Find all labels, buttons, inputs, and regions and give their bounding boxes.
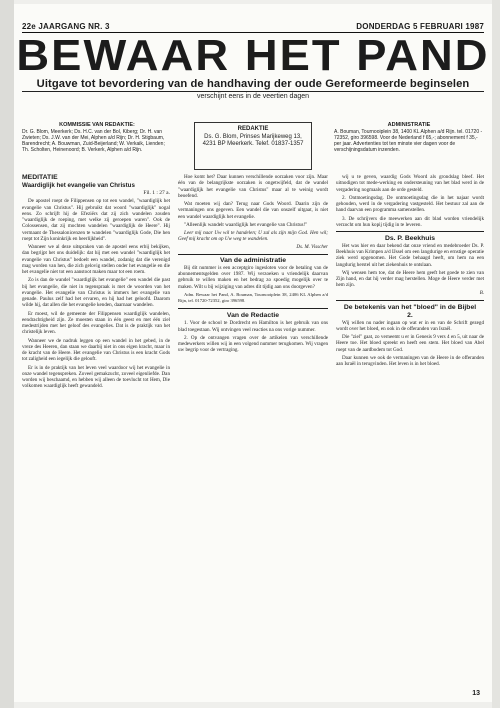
redactie-heading: KOMMISSIE VAN REDAKTIE:: [59, 122, 135, 128]
bloed-part-number: 2.: [407, 311, 413, 319]
newspaper-page: [14, 4, 492, 702]
paragraph: 3. De schrijvers die meewerken aan dit blad worden vriendelijk verzocht om hun kopij tijdig in te leveren.: [336, 215, 484, 228]
administratie-body: A. Bouman, Tournooiplein 38, 1400 KL Alphen a/d Rijn. tel. 01720 - 72352, giro 396598. Voor de Nederland f 65,-; abonnement f 35,- per jaar. Advertenties tot ten minste vier dagen voor de verschijningsdatum inzenden.: [334, 129, 483, 153]
paragraph: Er is in de praktijk van het leven veel waardoor wij het evangelie in onze wandel tegenspreken. Zoveel gemakzucht, zoveel eigenliefde. Dan worden wij beschaamd, en hebben wij alleen de toevlucht tot Hem, Die volkomen waardiglijk heeft gewandeld.: [22, 364, 170, 390]
administratie-heading: ADMINISTRATIE: [387, 122, 431, 128]
paragraph: Zo is dan de wandel "waardiglijk het evangelie" een wandel die past bij het evangelie, die niet in tegenspraak is met de woorden van het evangelie. Het evangelie van Christus is immers het evangelie van genade. Paulus zelf had het ervaren, en hij had het geloofd. Daarom wilde hij, dat allen die het evangelie kenden, daarnaar wandelen.: [22, 277, 170, 309]
column-2: [178, 174, 328, 694]
admin-notice-address: Adm. Bewaar het Pand, A. Bouman, Tournooiplein 38, 2406 KL Alphen a/d Rijn, tel. 01720-72352, giro 396598.: [178, 291, 328, 303]
meditatie-title: Waardiglijk het evangelie van Christus: [22, 182, 135, 189]
paragraph: Er moest, wil de gemeente der Filippensen waardiglijk wandelen, eendrachtigheid zijn. Ze moesten staan in één geest en met één ziel medestrijden met het geloof des evangelies. Dat is de praktijk van het christelijk leven.: [22, 310, 170, 336]
editor-name: Ds. G. Blom, Prinses Marijkeweg 13,: [204, 133, 302, 140]
paragraph: Die "ziel" gaat, zo verneemt u er in Genesis 9 vers 4 en 5, uit naar de Heere toe. Het bloed spreekt en heeft een stem. Het bloed van Abel roept van de aardbodem tot God.: [336, 334, 484, 353]
page-number: 13: [472, 690, 480, 697]
paragraph: 1. Voor de school te Dordrecht en Hamilton is het gebruik van ons blad toegestaan. Wij ontvingen veel reacties na ons vorige nummer.: [178, 320, 328, 333]
redactie-box: [22, 122, 172, 168]
column-1: [22, 174, 170, 694]
paragraph: De apostel roept de Filippensen op tot een wandel, "waardiglijk het evangelie van Christus". Hij gebruikt dat woord "waardiglijk" nogal eens. Zo schrijft hij de Efeziërs dat zij zich wandelen zouden "waardiglijk de roeping, met welke zij geroepen waren". Ook de Colossensen, dat zij mochten wandelen "waardiglijk de Heere". Hij vermaant de Thessalonicenzen te wandelen "waardiglijk Gode, Die hen roept tot Zijn koninkrijk en heerlijkheid".: [22, 198, 170, 242]
info-boxes: [22, 122, 484, 168]
meditation-signature: Ds. M. Visscher: [296, 244, 328, 250]
paragraph: wij u te geven, waardig Gods Woord als grondslag bleef. Het uitnodigen tot mede-werking en ondersteuning van het blad werd in de vergadering nogmaals aan de orde gesteld.: [336, 174, 484, 193]
scan-right-edge: [492, 0, 500, 708]
beekhuis-signature: B.: [479, 290, 484, 296]
paragraph: Het was hier en daar bekend dat onze vriend en medebroeder Ds. P. Beekhuis van Krimpen a/d IJssel om een langdurige en ernstige operatie ziek werd opgenomen. Het Gode behaagd heeft, om hem na een langdurig herstel uit het ziekenhuis te ontslaan.: [336, 242, 484, 268]
paragraph: Wat moeten wij dan? Terug naar Gods Woord. Daarin zijn de vermaningen ons gegeven. Een wandel die van onszelf uitgaat, is niet een wandel waardiglijk het evangelie.: [178, 201, 328, 220]
publication-frequency: verschijnt eens in de veertien dagen: [196, 93, 310, 100]
newspaper-subtitle: Uitgave tot bevordering van de handhaving der oude Gereformeerde beginselen: [36, 78, 470, 90]
redactie-body: Dr. G. Blom, Meerkerk; Ds. H.C. van der Bol, Kiberg; Dr. H. van Zwieten; Ds. J.W. van der Mei, Alphen a/d Rijn; Dr. H. Stigbaum, Barendrecht; A. Bouwman, Zuid-Beijerland; W. Verkaik, Lienden; Th. Scholten, Heinenoord; B. Verkerk, Alphen a/d Rijn.: [22, 129, 165, 153]
van-de-redactie-heading: Van de Redactie: [226, 312, 280, 320]
poem-verse: Leer mij naar Uw wil te handelen; U zal als zijn mijn God. Hen wil; Geef mij kracht om op Uw weg te wandelen.: [178, 230, 328, 243]
beekhuis-heading: Ds. P. Beekhuis: [384, 234, 436, 242]
masthead-rule: [22, 91, 484, 92]
admin-notice-body: Bij dit nummer is een acceptgiro ingesloten voor de betaling van de abonnementsgelden over 1987. Wij verzoeken u vriendelijk daarvan gebruik te willen maken en het bedrag zo spoedig mogelijk over te maken. Wilt u bij wijziging van adres dit tijdig aan ons doorgeven?: [178, 264, 328, 290]
paragraph: Daar kunnen we ook de vermaningen van de Heere in de offeranden aan Israël in terugvinden. Het leven is in het bloed.: [336, 354, 484, 368]
editor-box-label: REDAKTIE: [237, 126, 269, 132]
scripture-reference: Fil. 1 : 27 a.: [143, 190, 170, 196]
administratie-box: [334, 122, 484, 168]
paragraph: 2. Ontmoetingsdag. De ontmoetingsdag die in het najaar wordt gehouden, werd in de vergadering vastgesteld. Het bestuur zal aan de hand daarvan een programma samenstellen.: [336, 194, 484, 214]
admin-notice-heading: Van de administratie: [219, 256, 287, 264]
bloed-heading: De betekenis van het "bloed" in de Bijbel: [343, 303, 477, 311]
column-3: [336, 174, 484, 694]
issue-number: 22e JAARGANG NR. 3: [22, 22, 110, 31]
paragraph: "Alleenlijk wandelt waardiglijk het evangelie van Christus!": [184, 221, 308, 228]
scan-left-edge: [0, 0, 14, 708]
meditatie-heading: MEDITATIE: [22, 174, 58, 181]
paragraph: Wanneer we de nadruk leggen op een wandel in het gebed, in de vreze des Heeren, dan staan we daarbij niet in ons eigen kracht, maar in de kracht van de Heere. Het evangelie van Christus is een kracht Gods tot zaligheid een iegelijk die gelooft.: [22, 337, 170, 363]
issue-date: DONDERDAG 5 FEBRUARI 1987: [356, 22, 484, 31]
editor-address-box: [194, 122, 312, 170]
administratie-notice: [178, 254, 328, 310]
masthead: [16, 22, 490, 100]
newspaper-title: BEWAAR HET PAND: [16, 31, 490, 80]
paragraph: Wanneer we al deze uitspraken van de apostel eens erbij bekijken, dan begrijpt het ons duidelijk: dat hij met een wandel "waardiglijk het evangelie van Christus" bedoelt een wandel, zodanig dat die verenigd mag worden van hen, die zich gelovig stellen onder het evangelie en die het evangelie niet tot een aanstoot maken maar tot een roem.: [22, 244, 170, 275]
editor-address: 4231 BP Meerkerk. Telef. 01837-1357: [202, 141, 304, 147]
paragraph: Hoe komt het? Daar kunnen verschillende oorzaken voor zijn. Maar één van de belangrijkste oorzaken is ongetwijfeld, dat de wandel "waardiglijk het evangelie van Christus" maar al te weinig wordt beoefend.: [178, 174, 328, 199]
section-divider: [336, 231, 484, 232]
paragraph: Wij willen nu nader ingaan op wat er in en van de Schrift gezegd wordt over het bloed, en ook in de offeranden van Israël.: [336, 319, 484, 332]
section-divider: [336, 300, 484, 301]
paragraph: 2. Op de ontvangen vragen over de artikelen van verschillende medewerkers willen wij in een volgend nummer terugkomen. Wij vragen uw begrip voor de vertraging.: [178, 334, 328, 354]
paragraph: Wij wensen hem toe, dat de Heere hem geeft het goede te zien van Zijn hand, en dat hij verder mag herstellen. Moge de Heere verder met hem zijn.: [336, 269, 484, 289]
